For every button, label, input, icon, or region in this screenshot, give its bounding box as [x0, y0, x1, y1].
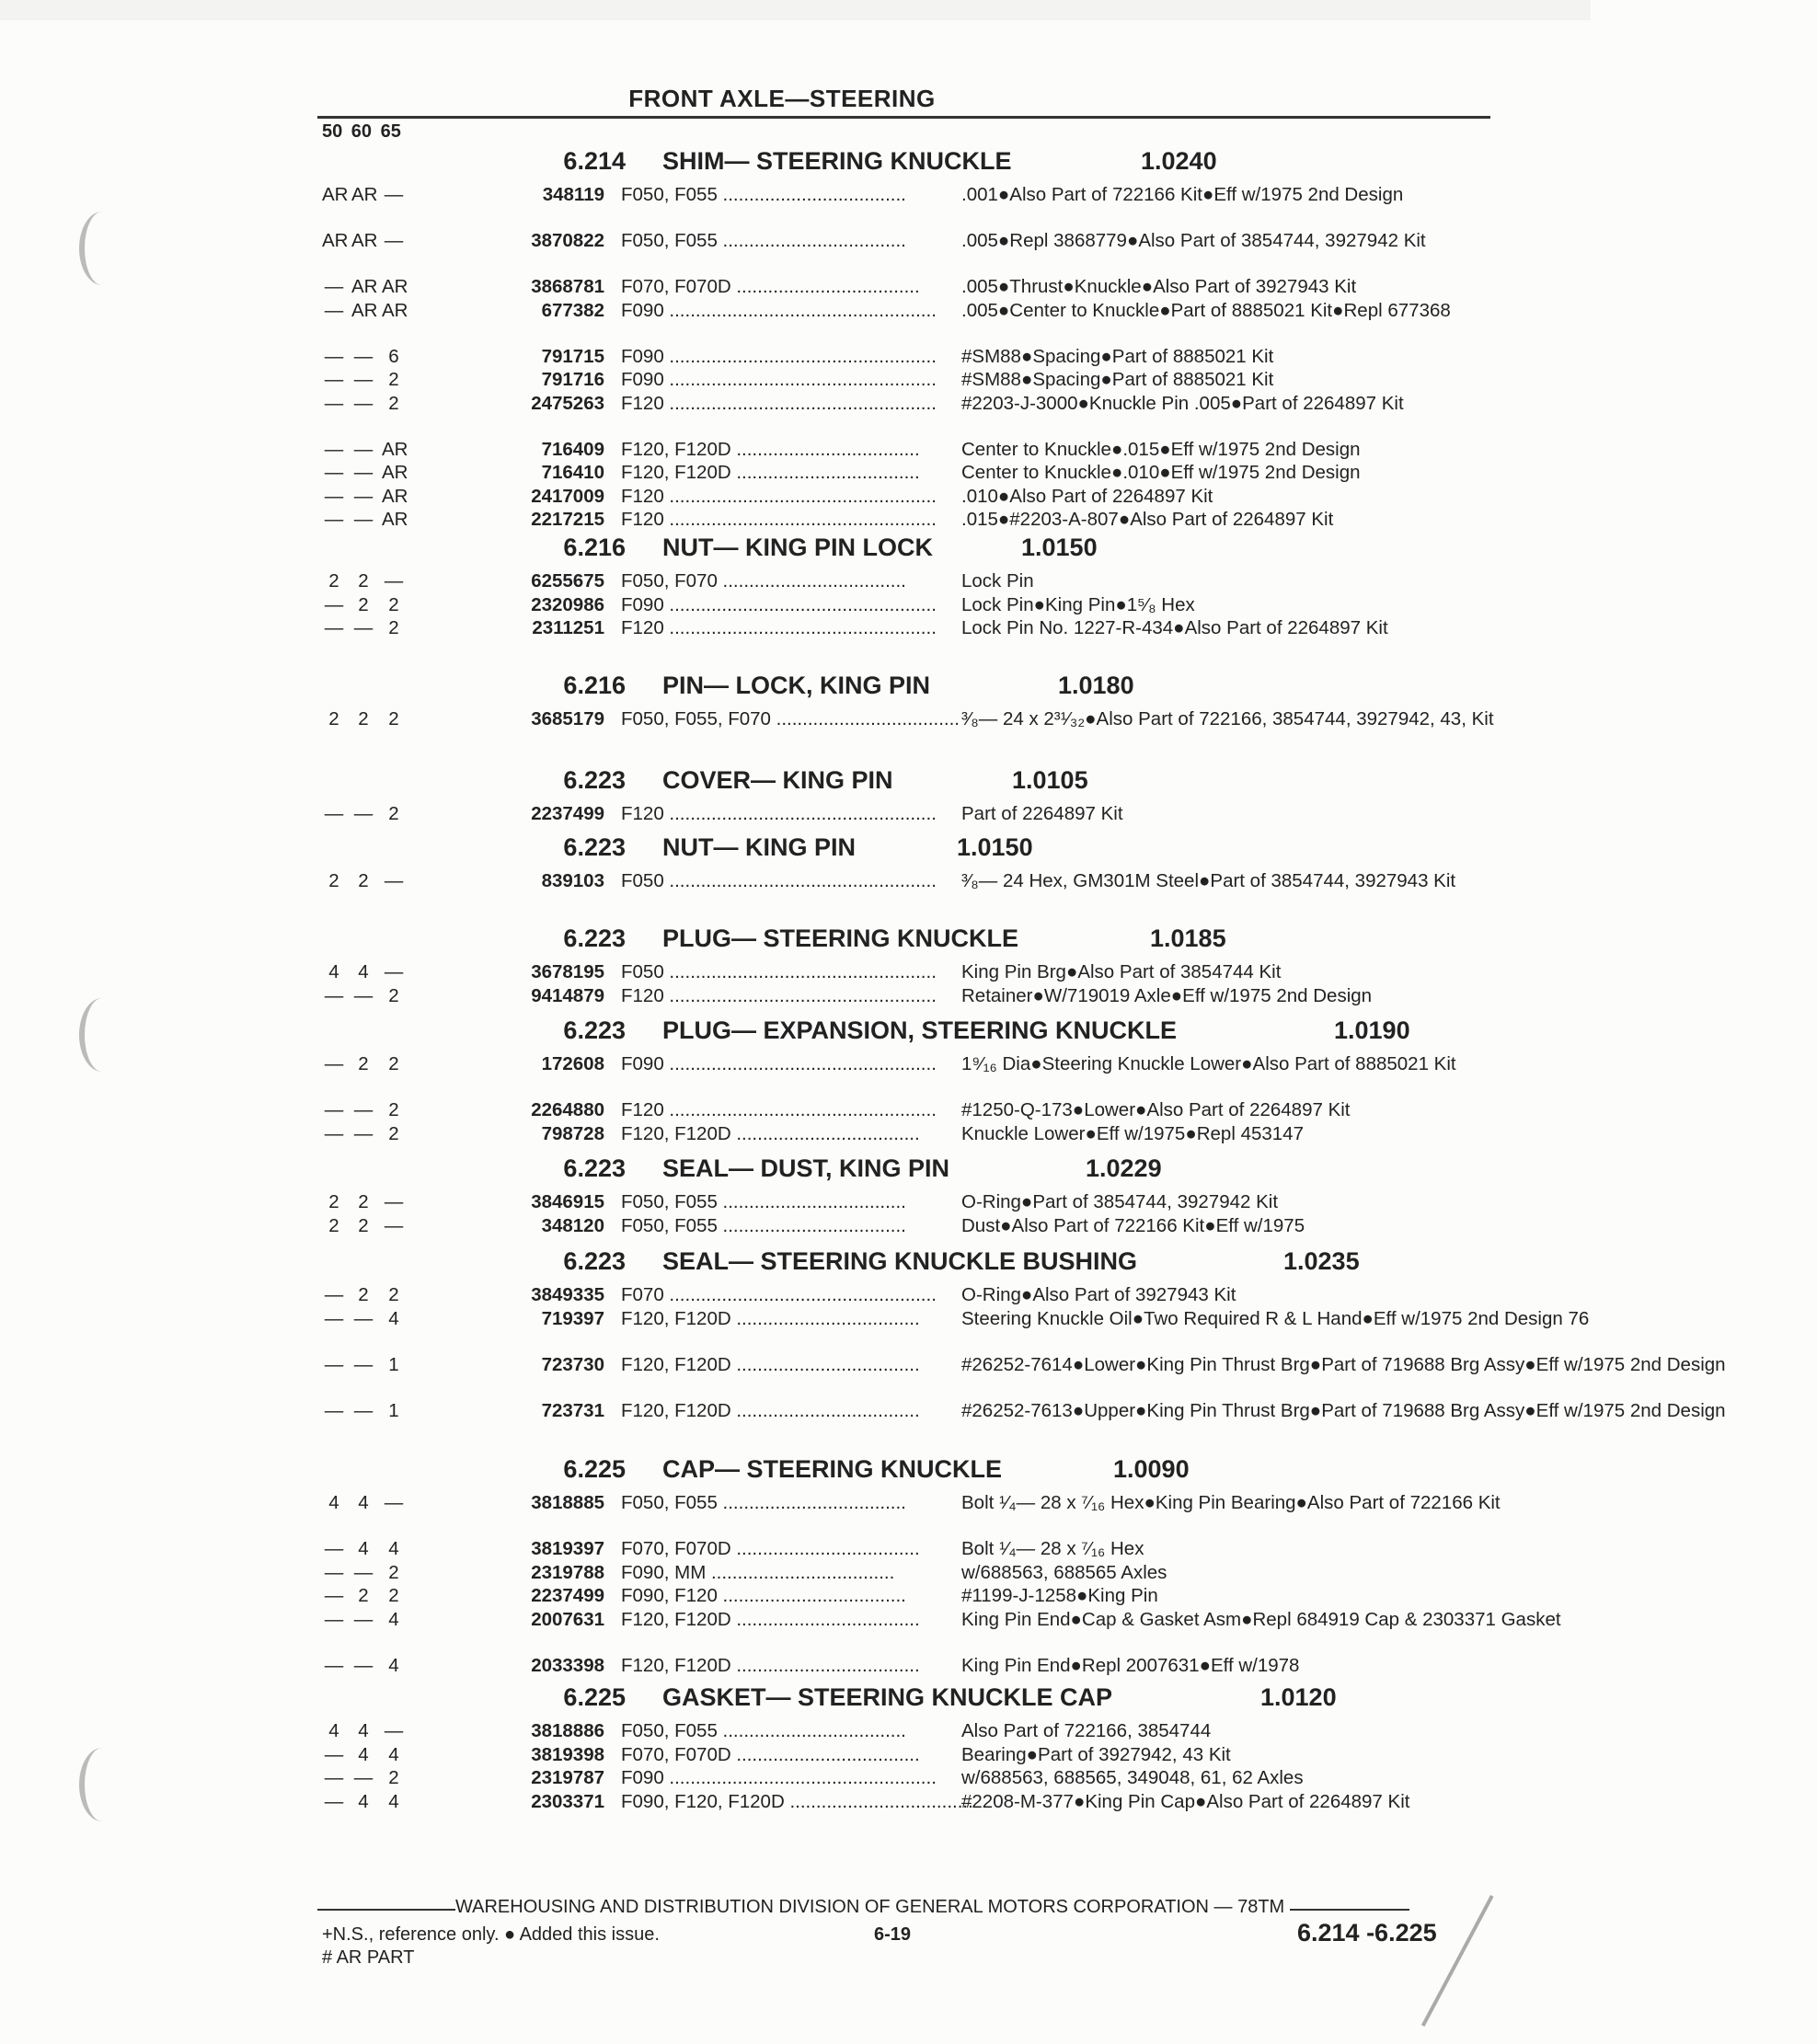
part-number: 723731: [541, 1399, 604, 1421]
part-description: ³⁄₈— 24 Hex, GM301M Steel●Part of 3854744, 3927943 Kit: [961, 870, 1456, 891]
qty-cell: —: [324, 299, 344, 321]
part-number: 3678195: [531, 961, 604, 982]
qty-cell: AR: [382, 299, 408, 321]
part-number: 2237499: [531, 1585, 604, 1606]
qty-cell: 2: [388, 1099, 399, 1120]
part-description: .005●Center to Knuckle●Part of 8885021 Kit●Repl 677368: [961, 299, 1451, 321]
qty-cell: 4: [358, 1720, 369, 1741]
qty-cell: 2: [358, 1214, 369, 1236]
section-number: 1.0185: [1150, 924, 1226, 952]
part-description: 1⁹⁄₁₆ Dia●Steering Knuckle Lower●Also Part of 8885021 Kit: [961, 1053, 1456, 1074]
page-title: FRONT AXLE—STEERING: [628, 85, 936, 112]
qty-cell: 4: [388, 1538, 399, 1559]
section-number: 1.0150: [1021, 534, 1098, 561]
section-number: 1.0240: [1141, 147, 1217, 175]
qty-cell: —: [353, 345, 374, 367]
section-number: 1.0120: [1260, 1683, 1337, 1711]
part-description: Lock Pin●King Pin●1⁵⁄₈ Hex: [961, 593, 1195, 615]
part-number: 348119: [542, 184, 604, 205]
section-name: NUT— KING PIN: [662, 833, 857, 861]
part-number: 3819398: [531, 1743, 604, 1765]
qty-cell: 4: [358, 1492, 369, 1513]
model-list: F050, F055 ...................................: [621, 230, 906, 251]
qty-cell: —: [353, 485, 374, 507]
section-name: NUT— KING PIN LOCK: [662, 534, 933, 561]
section-code: 6.223: [563, 766, 626, 794]
model-list: F050, F055 ...................................: [621, 1720, 906, 1741]
part-description: #26252-7613●Upper●King Pin Thrust Brg●Part of 719688 Brg Assy●Eff w/1975 2nd Design: [961, 1399, 1726, 1421]
qty-cell: —: [353, 369, 374, 390]
part-number: 2264880: [531, 1099, 604, 1120]
qty-cell: 2: [358, 870, 369, 891]
section-name: SEAL— STEERING KNUCKLE BUSHING: [662, 1247, 1138, 1275]
section-name: PLUG— EXPANSION, STEERING KNUCKLE: [662, 1016, 1178, 1044]
qty-cell: 2: [328, 870, 339, 891]
model-list: F090 ...................................................: [621, 299, 937, 321]
part-number: 2237499: [531, 803, 604, 824]
part-description: #SM88●Spacing●Part of 8885021 Kit: [961, 345, 1274, 367]
section-code: 6.223: [563, 833, 626, 861]
qty-cell: —: [384, 1191, 404, 1212]
qty-cell: 2: [328, 708, 339, 729]
qty-cell: AR: [322, 230, 349, 251]
part-number: 6255675: [531, 570, 604, 591]
qty-cell: 4: [358, 1538, 369, 1559]
part-number: 719397: [541, 1307, 604, 1329]
part-description: w/688563, 688565, 349048, 61, 62 Axles: [961, 1767, 1304, 1788]
part-description: King Pin End●Cap & Gasket Asm●Repl 684919 Cap & 2303371 Gasket: [961, 1608, 1561, 1630]
qty-cell: 4: [328, 1720, 339, 1741]
qty-cell: 2: [388, 369, 399, 390]
qty-cell: —: [324, 617, 344, 638]
qty-cell: —: [353, 1654, 374, 1676]
section-name: COVER— KING PIN: [662, 766, 893, 794]
part-number: 2311251: [532, 617, 604, 638]
qty-cell: 2: [388, 392, 399, 414]
qty-cell: AR: [351, 230, 378, 251]
section-name: PLUG— STEERING KNUCKLE: [662, 924, 1019, 952]
model-list: F120, F120D ...................................: [621, 462, 920, 483]
qty-cell: —: [384, 230, 404, 251]
qty-cell: 2: [358, 1053, 369, 1074]
qty-cell: 2: [388, 593, 399, 615]
section-number: 1.0150: [957, 833, 1033, 861]
qty-cell: —: [353, 1561, 374, 1583]
section-code: 6.223: [563, 1247, 626, 1275]
qty-cell: 2: [358, 570, 369, 591]
part-description: .015●#2203-A-807●Also Part of 2264897 Kit: [961, 509, 1334, 530]
part-description: Part of 2264897 Kit: [961, 803, 1123, 824]
section-name: SHIM— STEERING KNUCKLE: [662, 147, 1012, 175]
section-number: 1.0180: [1058, 672, 1134, 699]
part-number: 3868781: [531, 276, 604, 297]
qty-cell: —: [324, 438, 344, 460]
model-list: F050, F055 ...................................: [621, 1214, 906, 1236]
column-header: 50 60 65: [322, 121, 401, 142]
qty-cell: 2: [388, 1284, 399, 1305]
model-list: F050 ...................................................: [621, 961, 937, 982]
qty-cell: 2: [388, 803, 399, 824]
section-code: 6.216: [563, 534, 626, 561]
part-number: 2475263: [531, 392, 604, 414]
qty-cell: —: [353, 1608, 374, 1630]
qty-cell: AR: [382, 485, 408, 507]
model-list: F070, F070D ...................................: [621, 1538, 920, 1559]
qty-cell: AR: [322, 184, 349, 205]
part-number: 716409: [541, 438, 604, 460]
section-code: 6.225: [563, 1683, 626, 1711]
part-description: ³⁄₈— 24 x 2³¹⁄₃₂●Also Part of 722166, 3854744, 3927942, 43, Kit: [961, 708, 1494, 729]
qty-cell: —: [353, 984, 374, 1006]
model-list: F090 ...................................................: [621, 1767, 937, 1788]
qty-cell: 2: [388, 1767, 399, 1788]
model-list: F120, F120D ...................................: [621, 1608, 920, 1630]
qty-cell: 2: [328, 570, 339, 591]
qty-cell: 4: [388, 1790, 399, 1812]
qty-cell: —: [353, 462, 374, 483]
model-list: F120 ...................................................: [621, 509, 937, 530]
part-description: Knuckle Lower●Eff w/1975●Repl 453147: [961, 1122, 1304, 1144]
part-number: 677382: [541, 299, 604, 321]
qty-cell: 6: [388, 345, 399, 367]
footer-division: [317, 1897, 1409, 1918]
part-number: 3849335: [531, 1284, 604, 1305]
qty-cell: —: [324, 1353, 344, 1375]
model-list: F120, F120D ...................................: [621, 1353, 920, 1375]
model-list: F050, F055 ...................................: [621, 184, 906, 205]
part-description: King Pin Brg●Also Part of 3854744 Kit: [961, 961, 1282, 982]
model-list: F050, F055 ...................................: [621, 1492, 906, 1513]
qty-cell: 2: [388, 984, 399, 1006]
part-number: 2417009: [531, 485, 604, 507]
model-list: F120 ...................................................: [621, 984, 937, 1006]
qty-cell: 4: [358, 1790, 369, 1812]
model-list: F050, F070 ...................................: [621, 570, 906, 591]
section-code: 6.214: [563, 147, 626, 175]
part-description: #SM88●Spacing●Part of 8885021 Kit: [961, 369, 1274, 390]
footer-note-ar: # AR PART: [322, 1947, 415, 1968]
model-list: F120 ...................................................: [621, 1099, 937, 1120]
qty-cell: —: [324, 369, 344, 390]
model-list: F070 ...................................................: [621, 1284, 937, 1305]
footer-page-number: 6-19: [874, 1924, 912, 1945]
part-number: 3846915: [531, 1191, 604, 1212]
qty-cell: 4: [388, 1608, 399, 1630]
part-number: 2033398: [531, 1654, 604, 1676]
qty-cell: 1: [388, 1353, 399, 1375]
part-description: O-Ring●Also Part of 3927943 Kit: [961, 1284, 1236, 1305]
qty-cell: 1: [388, 1399, 399, 1421]
qty-cell: —: [324, 1099, 344, 1120]
qty-cell: 2: [388, 1053, 399, 1074]
section-code: 6.223: [563, 1154, 626, 1182]
model-list: F090, MM ...................................: [621, 1561, 895, 1583]
qty-cell: 2: [388, 1585, 399, 1606]
qty-cell: —: [384, 1720, 404, 1741]
qty-cell: AR: [382, 276, 408, 297]
qty-cell: —: [353, 509, 374, 530]
part-description: King Pin End●Repl 2007631●Eff w/1978: [961, 1654, 1300, 1676]
section-code: 6.225: [563, 1455, 626, 1483]
part-description: .005●Repl 3868779●Also Part of 3854744, 3927942 Kit: [961, 230, 1426, 251]
qty-cell: —: [324, 392, 344, 414]
part-number: 3819397: [531, 1538, 604, 1559]
part-number: 3818885: [531, 1492, 604, 1513]
qty-cell: —: [324, 1743, 344, 1765]
model-list: F120 ...................................................: [621, 392, 937, 414]
part-description: Lock Pin No. 1227-R-434●Also Part of 2264897 Kit: [961, 617, 1388, 638]
section-name: GASKET— STEERING KNUCKLE CAP: [662, 1683, 1113, 1711]
part-description: Bolt ¹⁄₄— 28 x ⁷⁄₁₆ Hex: [961, 1538, 1144, 1559]
part-description: O-Ring●Part of 3854744, 3927942 Kit: [961, 1191, 1279, 1212]
qty-cell: —: [384, 184, 404, 205]
model-list: F120 ...................................................: [621, 803, 937, 824]
qty-cell: —: [353, 803, 374, 824]
model-list: F120 ...................................................: [621, 617, 937, 638]
section-name: PIN— LOCK, KING PIN: [662, 672, 931, 699]
part-description: #1199-J-1258●King Pin: [961, 1585, 1158, 1606]
qty-cell: —: [384, 1492, 404, 1513]
model-list: F090 ...................................................: [621, 593, 937, 615]
qty-cell: —: [384, 1214, 404, 1236]
part-number: 791715: [541, 345, 604, 367]
model-list: F070, F070D ...................................: [621, 1743, 920, 1765]
part-number: 791716: [541, 369, 604, 390]
qty-cell: —: [353, 392, 374, 414]
qty-cell: —: [324, 462, 344, 483]
footer-section-range: 6.214 -6.225: [1297, 1919, 1437, 1946]
qty-cell: 4: [358, 961, 369, 982]
model-list: F090 ...................................................: [621, 345, 937, 367]
section-number: 1.0105: [1012, 766, 1088, 794]
qty-cell: —: [324, 1307, 344, 1329]
qty-cell: 4: [328, 1492, 339, 1513]
part-description: Lock Pin: [961, 570, 1034, 591]
part-description: Bearing●Part of 3927942, 43 Kit: [961, 1743, 1231, 1765]
part-number: 839103: [541, 870, 604, 891]
part-description: Retainer●W/719019 Axle●Eff w/1975 2nd Design: [961, 984, 1373, 1006]
qty-cell: 2: [388, 617, 399, 638]
model-list: F090, F120 ...................................: [621, 1585, 906, 1606]
part-description: #1250-Q-173●Lower●Also Part of 2264897 Kit: [961, 1099, 1351, 1120]
qty-cell: —: [384, 961, 404, 982]
qty-cell: 2: [388, 1561, 399, 1583]
qty-cell: —: [324, 1654, 344, 1676]
qty-cell: 2: [358, 1284, 369, 1305]
part-description: .010●Also Part of 2264897 Kit: [961, 485, 1213, 507]
qty-cell: —: [324, 1399, 344, 1421]
part-number: 3685179: [531, 708, 604, 729]
model-list: F120, F120D ...................................: [621, 1307, 920, 1329]
qty-cell: 4: [388, 1307, 399, 1329]
part-description: w/688563, 688565 Axles: [961, 1561, 1167, 1583]
qty-cell: —: [324, 984, 344, 1006]
qty-cell: —: [324, 1053, 344, 1074]
section-name: CAP— STEERING KNUCKLE: [662, 1455, 1003, 1483]
part-description: #2208-M-377●King Pin Cap●Also Part of 2264897 Kit: [961, 1790, 1410, 1812]
qty-cell: —: [353, 438, 374, 460]
qty-cell: AR: [351, 276, 378, 297]
model-list: F050, F055 ...................................: [621, 1191, 906, 1212]
qty-cell: —: [324, 803, 344, 824]
part-number: 2007631: [531, 1608, 604, 1630]
section-number: 1.0235: [1283, 1247, 1360, 1275]
qty-cell: AR: [351, 299, 378, 321]
qty-cell: 2: [358, 708, 369, 729]
part-number: 172608: [541, 1053, 604, 1074]
qty-cell: 2: [388, 708, 399, 729]
part-number: 723730: [541, 1353, 604, 1375]
part-description: Steering Knuckle Oil●Two Required R & L Hand●Eff w/1975 2nd Design 76: [961, 1307, 1590, 1329]
part-number: 2319787: [531, 1767, 604, 1788]
model-list: F070, F070D ...................................: [621, 276, 920, 297]
footer-division-text: WAREHOUSING AND DISTRIBUTION DIVISION OF GENERAL MOTORS CORPORATION — 78TM: [455, 1897, 1285, 1917]
qty-cell: 2: [358, 593, 369, 615]
section-number: 1.0190: [1334, 1016, 1410, 1044]
qty-cell: —: [353, 1353, 374, 1375]
qty-cell: AR: [382, 438, 408, 460]
qty-cell: 4: [328, 961, 339, 982]
qty-cell: —: [324, 1561, 344, 1583]
part-description: #2203-J-3000●Knuckle Pin .005●Part of 2264897 Kit: [961, 392, 1404, 414]
part-number: 2319788: [531, 1561, 604, 1583]
qty-cell: —: [384, 870, 404, 891]
qty-cell: 2: [388, 1122, 399, 1144]
qty-cell: 4: [388, 1654, 399, 1676]
section-number: 1.0090: [1113, 1455, 1190, 1483]
qty-cell: —: [324, 509, 344, 530]
qty-cell: —: [324, 1284, 344, 1305]
qty-cell: —: [353, 617, 374, 638]
part-number: 3818886: [531, 1720, 604, 1741]
part-number: 798728: [541, 1122, 604, 1144]
qty-cell: —: [353, 1307, 374, 1329]
qty-cell: —: [324, 1538, 344, 1559]
qty-cell: 2: [328, 1191, 339, 1212]
part-description: Also Part of 722166, 3854744: [961, 1720, 1212, 1741]
model-list: F120, F120D ...................................: [621, 438, 920, 460]
qty-cell: —: [324, 345, 344, 367]
qty-cell: AR: [351, 184, 378, 205]
part-description: .001●Also Part of 722166 Kit●Eff w/1975 2nd Design: [961, 184, 1404, 205]
part-number: 716410: [541, 462, 604, 483]
part-description: Bolt ¹⁄₄— 28 x ⁷⁄₁₆ Hex●King Pin Bearing●Also Part of 722166 Kit: [961, 1492, 1501, 1513]
section-code: 6.216: [563, 672, 626, 699]
model-list: F120, F120D ...................................: [621, 1654, 920, 1676]
qty-cell: —: [353, 1399, 374, 1421]
part-number: 3870822: [531, 230, 604, 251]
qty-cell: AR: [382, 462, 408, 483]
model-list: F120, F120D ...................................: [621, 1122, 920, 1144]
qty-cell: —: [324, 1790, 344, 1812]
qty-cell: 2: [358, 1585, 369, 1606]
qty-cell: —: [384, 570, 404, 591]
qty-cell: —: [324, 485, 344, 507]
model-list: F090 ...................................................: [621, 369, 937, 390]
part-number: 2320986: [531, 593, 604, 615]
qty-cell: 4: [358, 1743, 369, 1765]
qty-cell: —: [353, 1122, 374, 1144]
section-number: 1.0229: [1086, 1154, 1162, 1182]
model-list: F090 ...................................................: [621, 1053, 937, 1074]
qty-cell: AR: [382, 509, 408, 530]
model-list: F050 ...................................................: [621, 870, 937, 891]
model-list: F090, F120, F120D ...................................: [621, 1790, 973, 1812]
footer-note-ns: +N.S., reference only. ● Added this issue.: [322, 1924, 660, 1945]
model-list: F120, F120D ...................................: [621, 1399, 920, 1421]
qty-cell: —: [324, 1767, 344, 1788]
part-description: Center to Knuckle●.010●Eff w/1975 2nd Design: [961, 462, 1361, 483]
model-list: F120 ...................................................: [621, 485, 937, 507]
qty-cell: 4: [388, 1743, 399, 1765]
qty-cell: —: [324, 1585, 344, 1606]
qty-cell: —: [324, 276, 344, 297]
qty-cell: 2: [328, 1214, 339, 1236]
part-description: Center to Knuckle●.015●Eff w/1975 2nd Design: [961, 438, 1361, 460]
section-code: 6.223: [563, 924, 626, 952]
part-number: 9414879: [531, 984, 604, 1006]
qty-cell: —: [324, 1122, 344, 1144]
qty-cell: —: [324, 593, 344, 615]
model-list: F050, F055, F070 ...................................: [621, 708, 960, 729]
qty-cell: —: [353, 1099, 374, 1120]
section-name: SEAL— DUST, KING PIN: [662, 1154, 950, 1182]
part-number: 348120: [541, 1214, 604, 1236]
section-code: 6.223: [563, 1016, 626, 1044]
qty-cell: —: [324, 1608, 344, 1630]
part-description: #26252-7614●Lower●King Pin Thrust Brg●Part of 719688 Brg Assy●Eff w/1975 2nd Design: [961, 1353, 1726, 1375]
qty-cell: —: [353, 1767, 374, 1788]
part-number: 2217215: [531, 509, 604, 530]
part-description: .005●Thrust●Knuckle●Also Part of 3927943 Kit: [961, 276, 1357, 297]
part-number: 2303371: [531, 1790, 604, 1812]
qty-cell: 2: [358, 1191, 369, 1212]
part-description: Dust●Also Part of 722166 Kit●Eff w/1975: [961, 1214, 1305, 1236]
